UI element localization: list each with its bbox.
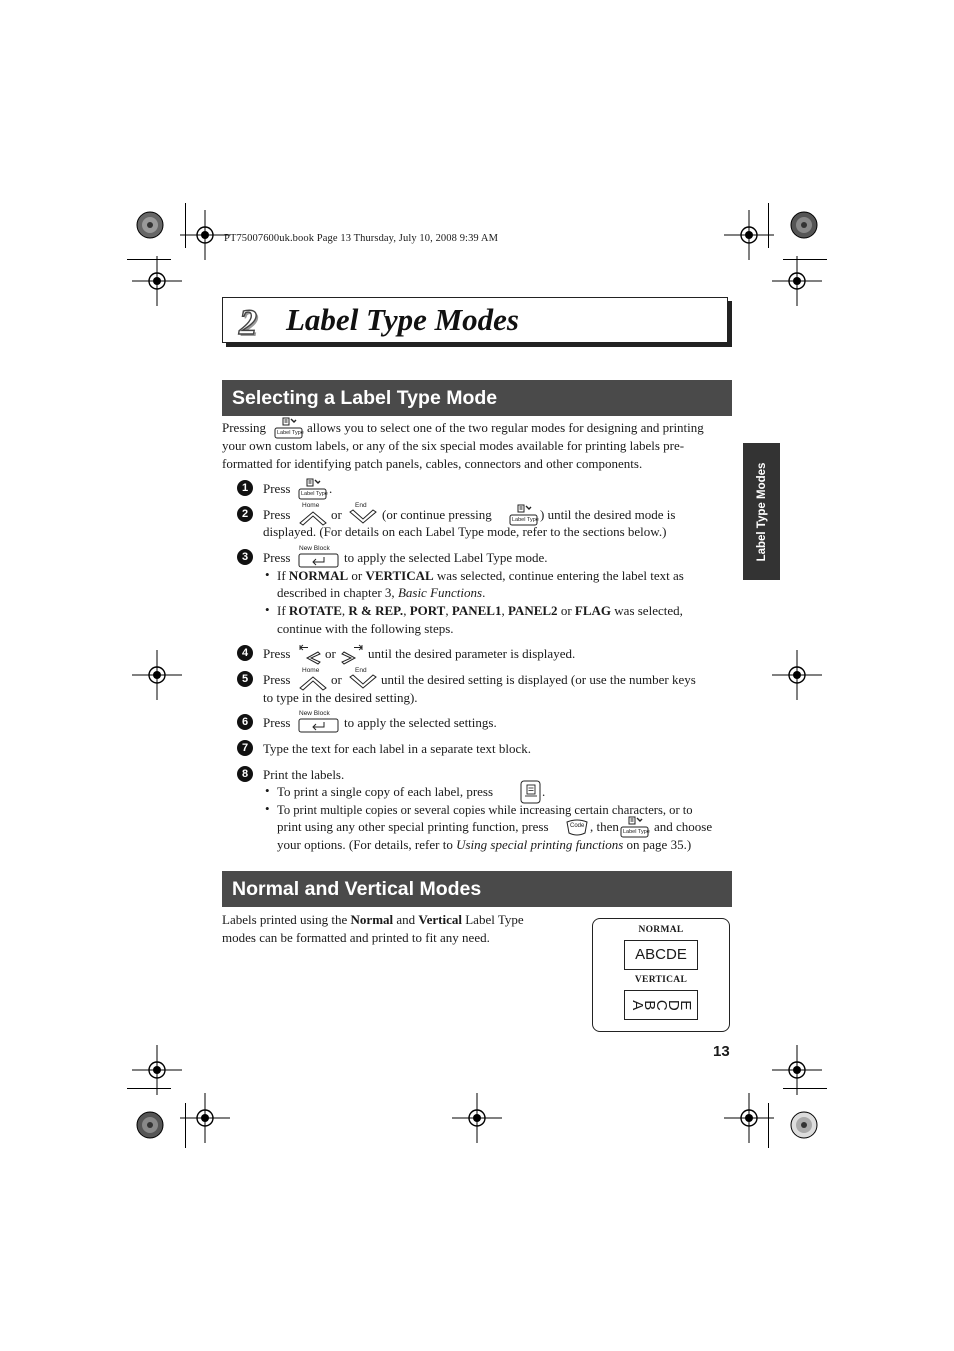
step8-bullet2-line1: To print multiple copies or several copies while increasing certain characters, or to <box>277 803 693 817</box>
chapter-heading <box>222 297 728 343</box>
step-number-7: 7 <box>237 740 253 756</box>
step2-post: ) until the desired mode is <box>540 507 676 522</box>
step5-post: until the desired setting is displayed (or use the number keys <box>381 672 696 687</box>
normal-caption: NORMAL <box>638 925 684 935</box>
vertical-label-text: ABCDE <box>629 999 694 1011</box>
step3-bullet2-line1: If ROTATE, R & REP., PORT, PANEL1, PANEL2 or FLAG was selected, <box>277 603 683 618</box>
registration-target-icon <box>180 1093 230 1143</box>
registration-target-icon <box>180 210 230 260</box>
vertical-caption: VERTICAL <box>634 975 688 985</box>
intro-line-1: Pressing <box>222 420 267 435</box>
step8-bullet2-line3: your options. (For details, refer to Using special printing functions on page 35.) <box>277 837 692 852</box>
step8-bullet2-line2-pre: print using any other special printing function, press <box>277 819 549 834</box>
step2-line2: displayed. (For details on each Label Type mode, refer to the sections below.) <box>263 524 667 539</box>
color-wheel-icon <box>136 211 164 239</box>
label-type-key-icon: Label Type <box>509 504 538 526</box>
section-heading-normal-vertical: Normal and Vertical Modes <box>222 871 732 907</box>
registration-target-icon <box>772 1045 822 1095</box>
step-number-8: 8 <box>237 766 253 782</box>
intro-line-2: your own custom labels, or any of the six special modes available for printing labels pre- <box>222 438 685 453</box>
step-number-1: 1 <box>237 480 253 496</box>
right-arrow-key-icon <box>341 642 365 666</box>
step2-or: or <box>331 507 342 522</box>
registration-target-icon <box>724 210 774 260</box>
color-wheel-icon <box>790 211 818 239</box>
label-mode-figure <box>592 918 730 1032</box>
step-number-3: 3 <box>237 549 253 565</box>
step-number-2: 2 <box>237 506 253 522</box>
step2-mid: (or continue pressing <box>382 507 492 522</box>
registration-target-icon <box>772 256 822 306</box>
step8-bullet1-period: . <box>542 784 546 799</box>
registration-target-icon <box>132 1045 182 1095</box>
side-tab-label: Label Type Modes <box>755 462 768 561</box>
step5-or: or <box>331 672 342 687</box>
chapter-title: Label Type Modes <box>286 302 519 337</box>
enter-key-icon: New Block <box>298 545 340 569</box>
step2-press: Press <box>263 507 291 522</box>
step3-bullet2-line2: continue with the following steps. <box>277 621 454 636</box>
step5-press: Press <box>263 672 291 687</box>
label-type-key-icon: Label Type <box>298 478 327 500</box>
registration-target-icon <box>452 1093 502 1143</box>
up-arrow-key-icon: Home <box>298 502 328 526</box>
down-arrow-key-icon: End <box>348 667 378 691</box>
step1-period: . <box>329 481 333 496</box>
step3-bullet1-line2: described in chapter 3, Basic Functions. <box>277 585 486 600</box>
section-heading-selecting: Selecting a Label Type Mode <box>222 380 732 416</box>
file-info-header: PT75007600uk.book Page 13 Thursday, July 10, 2008 9:39 AM <box>224 233 499 244</box>
enter-key-icon: New Block <box>298 710 340 734</box>
code-key-icon: Code <box>566 819 588 837</box>
step-number-6: 6 <box>237 714 253 730</box>
step4-press: Press <box>263 646 291 661</box>
step6-post: to apply the selected settings. <box>344 715 497 730</box>
step3-post: to apply the selected Label Type mode. <box>344 550 548 565</box>
step3-press: Press <box>263 550 291 565</box>
step7-text: Type the text for each label in a separate text block. <box>263 741 531 756</box>
step8-bullet2-line2-post: and choose <box>654 819 713 834</box>
color-wheel-icon <box>136 1111 164 1139</box>
label-type-key-icon: Label Type <box>620 816 649 838</box>
chapter-number: 2 <box>239 302 257 342</box>
down-arrow-key-icon: End <box>348 502 378 526</box>
step-number-5: 5 <box>237 671 253 687</box>
bullet-dot: • <box>265 801 270 816</box>
step8-bullet2-line2-mid: , then <box>590 819 619 834</box>
step1-press: Press <box>263 481 291 496</box>
left-arrow-key-icon <box>298 642 322 666</box>
registration-target-icon <box>132 650 182 700</box>
step-number-4: 4 <box>237 645 253 661</box>
step5-line2: to type in the desired setting). <box>263 690 418 705</box>
vertical-label-sample <box>624 990 698 1020</box>
normal-label-sample: ABCDE <box>624 940 698 970</box>
registration-target-icon <box>132 256 182 306</box>
intro-line-3: formatted for identifying patch panels, cables, connectors and other components. <box>222 456 643 471</box>
intro-line-1-rest: allows you to select one of the two regular modes for designing and printing <box>307 420 704 435</box>
page-number: 13 <box>713 1043 730 1060</box>
step8-text: Print the labels. <box>263 767 345 782</box>
section2-para-line2: modes can be formatted and printed to fit any need. <box>222 930 490 945</box>
step3-bullet1-line1: If NORMAL or VERTICAL was selected, continue entering the label text as <box>277 568 684 583</box>
label-type-key-icon: Label Type <box>274 417 303 439</box>
section2-para-line1: Labels printed using the Normal and Vertical Label Type <box>222 912 524 927</box>
step8-bullet1: To print a single copy of each label, press <box>277 784 494 799</box>
registration-target-icon <box>772 650 822 700</box>
side-tab <box>743 443 780 580</box>
registration-target-icon <box>724 1093 774 1143</box>
step6-press: Press <box>263 715 291 730</box>
up-arrow-key-icon: Home <box>298 667 328 691</box>
bullet-dot: • <box>265 567 270 582</box>
step4-or: or <box>325 646 336 661</box>
bullet-dot: • <box>265 783 270 798</box>
bullet-dot: • <box>265 602 270 617</box>
step4-post: until the desired parameter is displayed. <box>368 646 576 661</box>
color-wheel-icon <box>790 1111 818 1139</box>
